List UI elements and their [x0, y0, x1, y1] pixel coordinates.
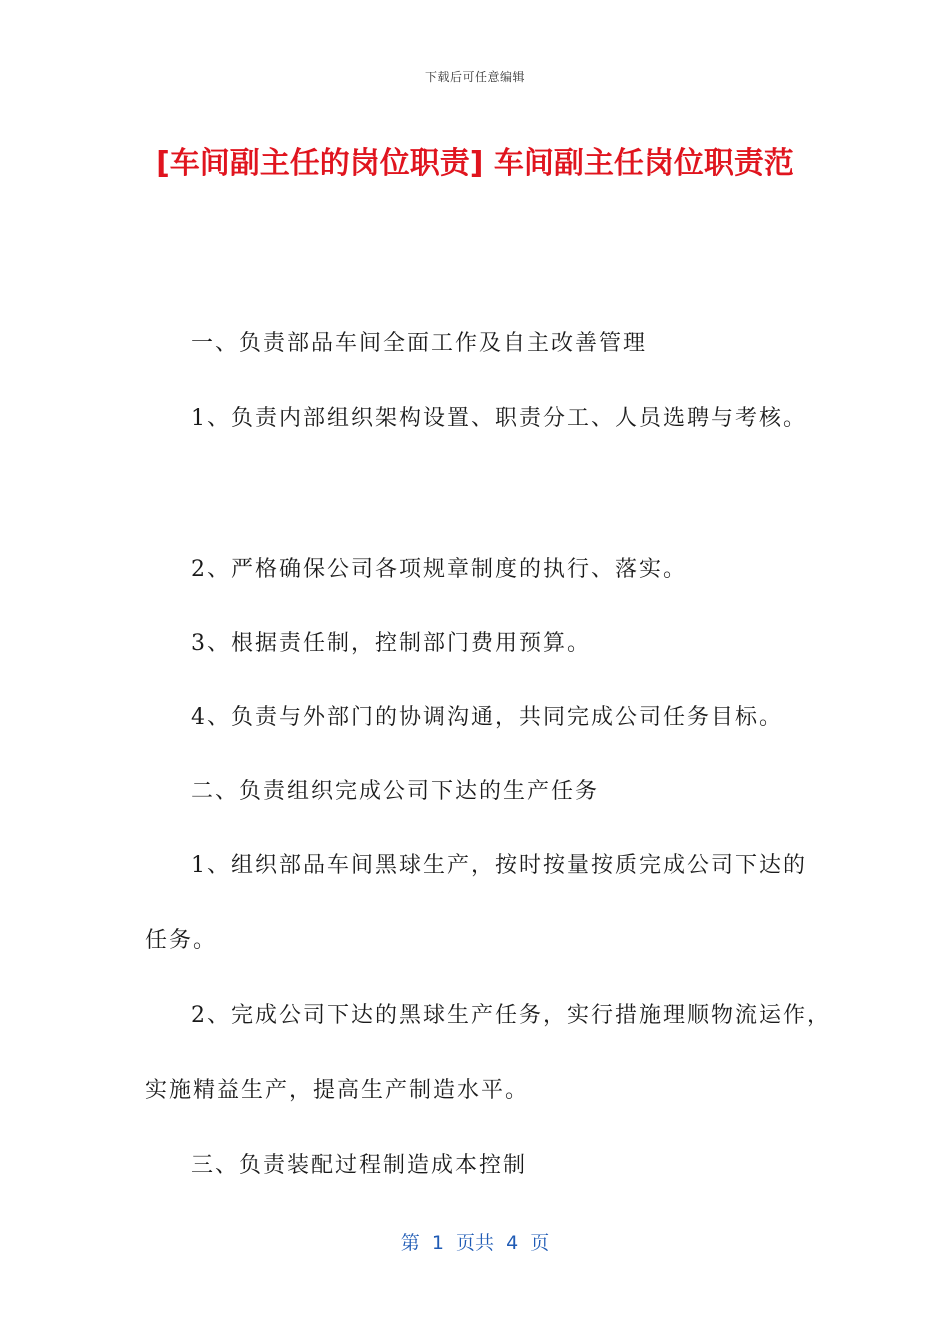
page-footer: 第 1 页共 4 页 — [400, 1232, 550, 1254]
section-heading-3: 三、负责装配过程制造成本控制 — [191, 1153, 528, 1178]
paragraph: 3、根据责任制，控制部门费用预算。 — [191, 631, 591, 656]
paragraph-continuation: 实施精益生产，提高生产制造水平。 — [145, 1078, 530, 1103]
paragraph: 2、严格确保公司各项规章制度的执行、落实。 — [191, 557, 687, 582]
paragraph: 2、完成公司下达的黑球生产任务，实行措施理顺物流运作， — [191, 1003, 831, 1028]
paragraph: 4、负责与外部门的协调沟通，共同完成公司任务目标。 — [191, 705, 783, 730]
paragraph: 1、负责内部组织架构设置、职责分工、人员选聘与考核。 — [191, 406, 807, 431]
paragraph: 1、组织部品车间黑球生产，按时按量按质完成公司下达的 — [191, 853, 807, 878]
document-title: [车间副主任的岗位职责] 车间副主任岗位职责范 — [156, 146, 794, 181]
section-heading-2: 二、负责组织完成公司下达的生产任务 — [191, 779, 600, 804]
header-note: 下载后可任意编辑 — [424, 70, 525, 84]
paragraph-continuation: 任务。 — [145, 928, 218, 953]
section-heading-1: 一、负责部品车间全面工作及自主改善管理 — [191, 331, 648, 356]
